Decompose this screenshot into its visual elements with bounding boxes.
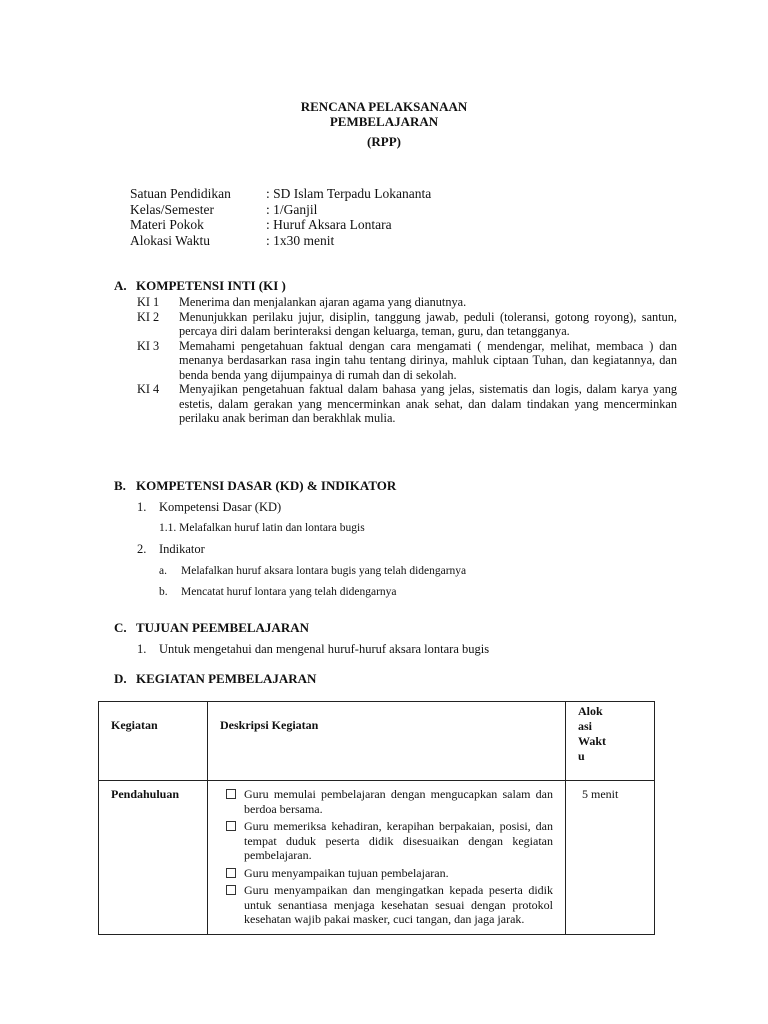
- section-c-heading: [114, 620, 309, 636]
- ki-number: KI 1: [137, 295, 160, 309]
- header-deskripsi: Deskripsi Kegiatan: [208, 702, 566, 781]
- kd-heading: [137, 500, 281, 515]
- item-text: Melafalkan huruf aksara lontara bugis yang telah didengarnya: [181, 565, 467, 577]
- tujuan-item: [137, 642, 489, 657]
- identity-row: [130, 186, 431, 202]
- bullet-icon: [226, 885, 236, 895]
- identity-value: : Huruf Aksara Lontara: [266, 217, 392, 232]
- identity-block: [130, 186, 431, 248]
- header-alokasi-line: u: [578, 749, 585, 763]
- bullet-icon: [226, 789, 236, 799]
- item-text: Mencatat huruf lontara yang telah didengarnya: [181, 586, 397, 598]
- section-a-heading: [114, 278, 286, 294]
- row-deskripsi: [208, 781, 566, 935]
- ki-item: [137, 310, 677, 339]
- item-letter: b.: [159, 586, 168, 598]
- section-d-heading: [114, 671, 316, 687]
- item-text: Guru menyampaikan tujuan pembelajaran.: [244, 865, 449, 880]
- bullet-icon: [226, 821, 236, 831]
- ki-number: KI 3: [137, 338, 160, 353]
- bullet-icon: [226, 868, 236, 878]
- title-line-2: PEMBELAJARAN: [329, 114, 439, 129]
- item-text: Guru memeriksa kehadiran, kerapihan berpakaian, posisi, dan tempat duduk peserta didik disesuaikan dengan kegiatan pembelajaran.: [244, 819, 553, 862]
- title-line-3: (RPP): [367, 134, 401, 149]
- ki-item: [137, 339, 677, 383]
- header-alokasi-line: Wakt: [578, 734, 607, 748]
- list-number: 1.: [137, 642, 147, 656]
- identity-label: Materi Pokok: [130, 217, 204, 232]
- identity-row: [130, 202, 431, 218]
- header-kegiatan: Kegiatan: [99, 702, 208, 781]
- ki-text: Menerima dan menjalankan ajaran agama yang dianutnya.: [179, 295, 467, 309]
- identity-value: : SD Islam Terpadu Lokananta: [266, 186, 432, 201]
- row-alokasi-waktu: 5 menit: [566, 781, 655, 935]
- section-title: KOMPETENSI INTI (KI ): [136, 278, 286, 293]
- identity-row: [130, 217, 431, 233]
- identity-label: Alokasi Waktu: [130, 232, 211, 248]
- identity-label: Satuan Pendidikan: [130, 186, 231, 201]
- identity-value: : 1/Ganjil: [266, 201, 318, 217]
- ki-item: [137, 295, 677, 310]
- ki-item: [137, 382, 677, 426]
- identity-label: Kelas/Semester: [130, 201, 214, 217]
- identity-value: : 1x30 menit: [266, 232, 335, 248]
- table-row: [99, 781, 655, 935]
- indikator-item: [159, 586, 397, 598]
- row-kegiatan: Pendahuluan: [99, 781, 208, 935]
- section-title: KEGIATAN PEMBELAJARAN: [136, 671, 317, 686]
- item-letter: a.: [159, 565, 167, 577]
- section-letter: D.: [114, 671, 127, 686]
- list-number: 2.: [137, 542, 147, 556]
- ki-number: KI 4: [137, 382, 160, 396]
- section-letter: C.: [114, 620, 127, 635]
- tujuan-text: Untuk mengetahui dan mengenal huruf-huruf aksara lontara bugis: [159, 642, 490, 656]
- ki-number: KI 2: [137, 309, 160, 324]
- section-title: KOMPETENSI DASAR (KD) & INDIKATOR: [136, 478, 397, 493]
- list-item: [222, 819, 553, 863]
- title-line-1: RENCANA PELAKSANAAN: [300, 99, 468, 114]
- list-item: [222, 866, 553, 881]
- section-title: TUJUAN PEEMBELAJARAN: [136, 620, 309, 635]
- item-text: Guru memulai pembelajaran dengan mengucapkan salam dan berdoa bersama.: [244, 787, 553, 816]
- ki-text: Memahami pengetahuan faktual dengan cara mengamati ( mendengar, melihat, membaca ) dan menanya berdasarkan rasa ingin tahu tentang dirinya, mahluk ciptaan Tuhan, dan kegiatannya, dan benda benda yang dijumpainya di rumah dan di sekolah.: [179, 338, 677, 382]
- list-number: 1.: [137, 500, 147, 514]
- indikator-item: [159, 565, 466, 577]
- kd-label: Kompetensi Dasar (KD): [159, 500, 282, 514]
- header-alokasi-waktu: [566, 702, 655, 781]
- indikator-heading: [137, 542, 205, 557]
- kegiatan-table: [98, 701, 655, 935]
- item-text: Guru menyampaikan dan mengingatkan kepada peserta didik untuk senantiasa menjaga kesehatan sesuai dengan protokol kesehatan wajib pakai masker, cuci tangan, dan jaga jarak.: [244, 883, 553, 926]
- indikator-label: Indikator: [159, 542, 205, 556]
- ki-text: Menyajikan pengetahuan faktual dalam bahasa yang jelas, sistematis dan logis, dalam karya yang estetis, dalam gerakan yang mencerminkan anak sehat, dan dalam tindakan yang mencerminkan perilaku anak beriman dan berakhlak mulia.: [179, 382, 677, 425]
- header-alokasi-line: asi: [578, 719, 593, 733]
- header-alokasi-line: Alok: [578, 704, 603, 718]
- list-item: [222, 787, 553, 816]
- ki-list: [137, 295, 677, 426]
- table-header-row: [99, 702, 655, 781]
- section-letter: A.: [114, 278, 127, 293]
- ki-text: Menunjukkan perilaku jujur, disiplin, tanggung jawab, peduli (toleransi, gotong royong), santun, percaya diri dalam berinteraksi dengan keluarga, teman, guru, dan tetangganya.: [179, 309, 677, 338]
- kd-item: 1.1. Melafalkan huruf latin dan lontara bugis: [159, 522, 365, 534]
- identity-row: [130, 233, 431, 249]
- list-item: [222, 883, 553, 927]
- section-letter: B.: [114, 478, 126, 493]
- section-b-heading: [114, 478, 396, 494]
